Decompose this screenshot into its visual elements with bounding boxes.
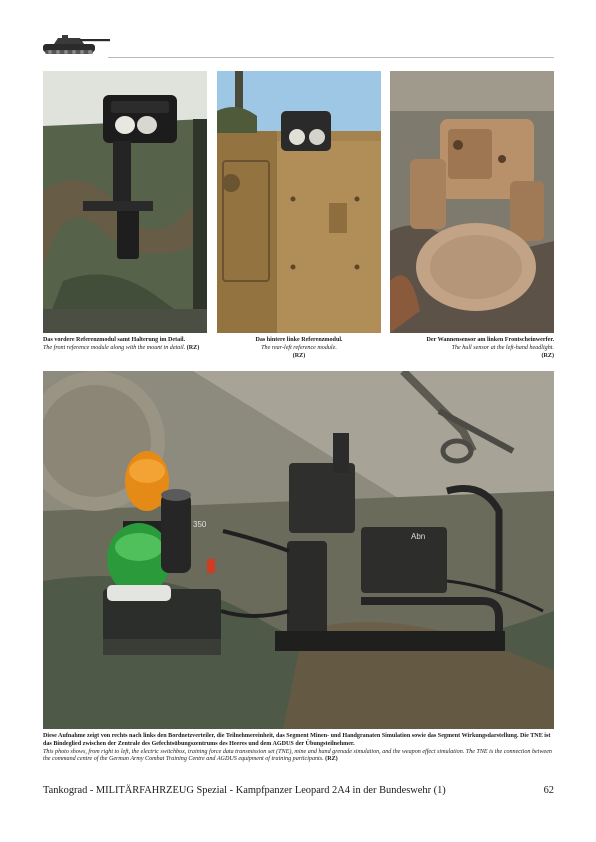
photo-credit: (RZ) — [541, 352, 554, 359]
caption-english: The front reference module along with the mount in detail. — [43, 344, 186, 351]
photo-credit: (RZ) — [292, 352, 306, 359]
unit-plate-label: 350 — [193, 520, 207, 529]
photo-credit: (RZ) — [186, 344, 200, 351]
caption-rear-left-reference-module — [217, 337, 381, 360]
caption-english: This photo shows, from right to left, the electric switchbox, training force data transmission set (TNE), mine and hand grenade simulation, and the weapon effect simulation. The TNE is the connection between the command centre of the German Army Combat Training Centre and AGDUS equipment of training participants. — [43, 748, 552, 763]
caption-front-reference-module — [43, 337, 213, 353]
caption-german: Diese Aufnahme zeigt von rechts nach links den Bordnetzverteiler, die Teilnehmereinheit, das Segment Minen- und Handgranaten Simulation sowie das Segment Wirkungsdarstellung. Die TNE ist das Bindeglied zwischen der Zentrale des Gefechtsübungszentrums des Heeres und dem AGDUS der Übungsteilnehmer. — [43, 733, 551, 747]
caption-german: Das vordere Referenzmodul samt Halterung im Detail. — [43, 337, 186, 343]
caption-english: The hull sensor at the left-hand headlight. — [451, 344, 554, 351]
publication-title: Tankograd - MILITÄRFAHRZEUG Spezial - Kampfpanzer Leopard 2A4 in der Bundeswehr (1) — [43, 785, 446, 796]
caption-german: Das hintere linke Referenzmodul. — [255, 337, 343, 343]
photo-training-equipment-overview — [43, 371, 554, 729]
tank-silhouette-icon — [40, 28, 112, 58]
photo-rear-left-reference-module — [217, 71, 381, 333]
module-plate-label: Abn — [411, 532, 426, 541]
photo-credit: (RZ) — [325, 756, 338, 763]
page-number: 62 — [543, 785, 554, 796]
caption-english: The rear-left reference module. — [261, 344, 337, 351]
header-rule — [108, 57, 554, 58]
caption-german: Der Wannensensor am linken Frontscheinwerfer. — [426, 337, 554, 343]
photo-hull-sensor — [390, 71, 554, 333]
caption-training-equipment-overview — [43, 733, 555, 764]
photo-front-reference-module — [43, 71, 207, 333]
caption-hull-sensor — [380, 337, 554, 360]
